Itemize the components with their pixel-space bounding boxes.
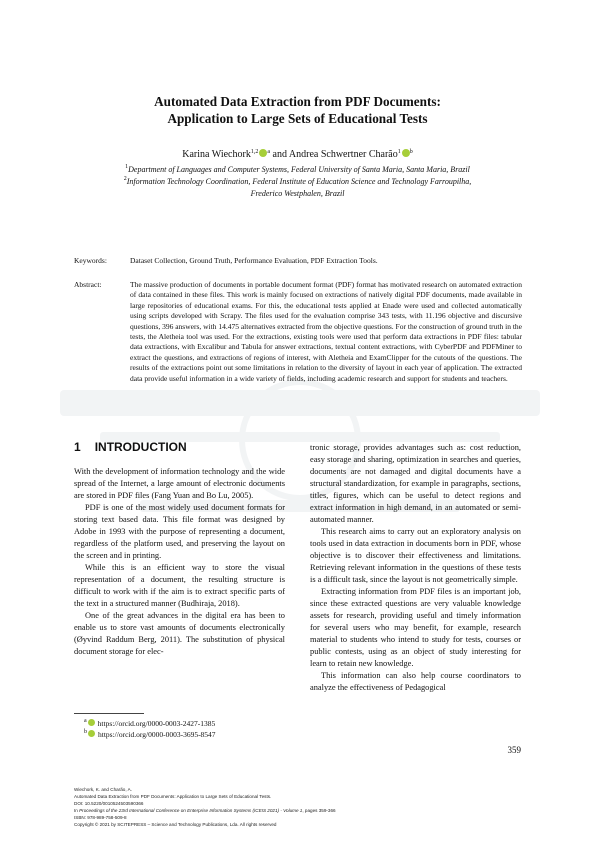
author-join: and: [270, 149, 289, 160]
cite-authors: Wiechork, K. and Charão, A.: [74, 787, 132, 792]
footnotes: [84, 719, 216, 740]
affil-2-line-2: Frederico Westphalen, Brazil: [250, 189, 345, 198]
affil-1-num: 1: [125, 164, 129, 170]
paragraph: PDF is one of the most widely used document formats for storing text based data. This file format was designed by Adobe in 1993 with the purpose of representing a document, regardless of the platform used, and preserving the layout on the screen and in printing.: [74, 503, 285, 560]
orcid-link-a[interactable]: https://orcid.org/0000-0003-2427-1385: [97, 719, 216, 728]
affiliations: [40, 164, 555, 200]
cite-pages: , pages 359-366: [302, 808, 336, 813]
author-2-orcid-mark: b: [409, 149, 413, 155]
footnote-a: [84, 719, 216, 730]
footnote-b-mark: b: [84, 728, 87, 735]
footnote-b: [84, 730, 216, 741]
orcid-link-b[interactable]: https://orcid.org/0000-0003-3695-8547: [98, 729, 216, 739]
affil-2-line-1: Information Technology Coordination, Federal Institute of Education Science and Technology Farroupilha,: [126, 177, 472, 186]
cite-title: Automated Data Extraction from PDF Documents: Application to Large Sets of Educational Tests.: [74, 794, 272, 799]
paragraph: This information can also help course coordinators to analyze the effectiveness of Pedagogical: [310, 671, 521, 692]
author-2-name: Andrea Schwertner Charão: [288, 149, 398, 160]
affil-1-text: Department of Languages and Computer Systems, Federal University of Santa Maria, Santa Maria, Brazil: [128, 165, 470, 174]
abstract-label: Abstract:: [74, 280, 102, 289]
cite-proceedings-line: [74, 807, 404, 814]
copyright: Copyright © 2021 by SCITEPRESS – Science and Technology Publications, Lda. All rights reserved: [74, 822, 277, 827]
cite-in: In: [74, 808, 80, 813]
title-line-2: Application to Large Sets of Educational Tests: [167, 111, 428, 126]
keywords-text: Dataset Collection, Ground Truth, Performance Evaluation, PDF Extraction Tools.: [130, 256, 378, 265]
paragraph: tronic storage, provides advantages such as: cost reduction, easy storage and sharing, optimization in searches and queries, documents are not damaged and digital documents have a structural standardization, for example in paragraphs, sections, titles, figures, which can be useful to detect regions and extract information in high demand, in an automated or semi-automated manner.: [310, 443, 521, 524]
citation-block: [74, 786, 404, 828]
cite-isbn: ISBN: 978-989-758-509-8: [74, 815, 127, 820]
author-2-affil-sup: 1: [397, 149, 401, 155]
paper-title: [40, 93, 555, 127]
right-column: [310, 442, 521, 694]
page-number: 359: [507, 745, 521, 755]
cite-doi: DOI: 10.5220/0010524503590366: [74, 801, 144, 806]
title-line-1: Automated Data Extraction from PDF Documents:: [154, 94, 441, 109]
affiliation-2: [40, 176, 555, 188]
paragraph: This research aims to carry out an exploratory analysis on tools used in data extraction in documents born in PDF, whose objective is to discover their effectiveness and limitations. Retrieving relevant information in the questions of these tests is a difficult task, since the layout is not geometrically simple.: [310, 527, 521, 584]
footnote-a-mark: a: [84, 718, 87, 724]
left-column: [74, 466, 285, 658]
paragraph: Extracting information from PDF files is an important job, since these extracted questions are very valuable knowledge assets for research, providing useful and timely information for several users who may benefit, for example, research material to students who intend to study for tests, courses or public contests, using as an object of study interesting for learn to retain new knowledge.: [310, 587, 521, 668]
section-title: INTRODUCTION: [94, 440, 187, 454]
affiliation-1: [40, 164, 555, 176]
section-heading: [74, 440, 187, 454]
paragraph: With the development of information technology and the wide spread of the Internet, a large amount of electronic documents are stored in PDF files (Fang Yuan and Bo Lu, 2005).: [74, 467, 285, 500]
affil-2-num: 2: [123, 176, 127, 182]
footnote-divider: [74, 713, 144, 714]
author-1-orcid-mark: a: [267, 149, 270, 155]
author-1-name: Karina Wiechork: [182, 149, 251, 160]
author-1-affil-sup: 1,2: [250, 149, 259, 155]
paragraph: One of the great advances in the digital era has been to enable us to store vast amounts of documents electronically (Øyvind Raddum Berg, 2011). The substitution of physical document storage for elec-: [74, 611, 285, 656]
section-number: 1: [74, 440, 81, 454]
keywords-label: Keywords:: [74, 256, 107, 265]
cite-proceedings: Proceedings of the 23rd International Conference on Enterprise Information Systems (ICEIS 2021) - Volume 1: [79, 808, 303, 813]
abstract-text: The massive production of documents in portable document format (PDF) format has motivated research on automated extraction of data contained in these files. This work is mainly focused on extractions of natively digital PDF documents, made available in large repositories of educational exams. For this, the educational tests applied at Enade were used and collected automatically using scripts developed with Scrapy. The files used for the evaluation comprise 343 tests, with 11.196 objective and discursive questions, 396 answers, with 14.475 alternatives extracted from the objective questions. For the construction of ground truth in the tests, the Aletheia tool was used. For the extractions, existing tools were used that perform data extractions in PDF files: tabular data extractions, with Excalibur and Tabula for answer extractions, textual content extractions, with CyberPDF and PDFMiner to extract the questions, and extractions of regions of interest, with Aletheia and ExamClipper for the cutouts of the questions. The results of the extractions point out some limitations in relation to the diversity of layout in each year of application. The extracted data provide useful information in a wide variety of fields, including academic research and support for students and teachers.: [130, 280, 522, 383]
orcid-icon[interactable]: [402, 149, 410, 157]
orcid-icon: [88, 719, 95, 726]
paragraph: While this is an efficient way to store the visual representation of a document, the resulting structure is difficult to work with if the aim is to extract specific parts of the text in a structured manner (Budhiraja, 2018).: [74, 563, 285, 608]
author-list: [40, 148, 555, 161]
orcid-icon: [88, 730, 95, 737]
